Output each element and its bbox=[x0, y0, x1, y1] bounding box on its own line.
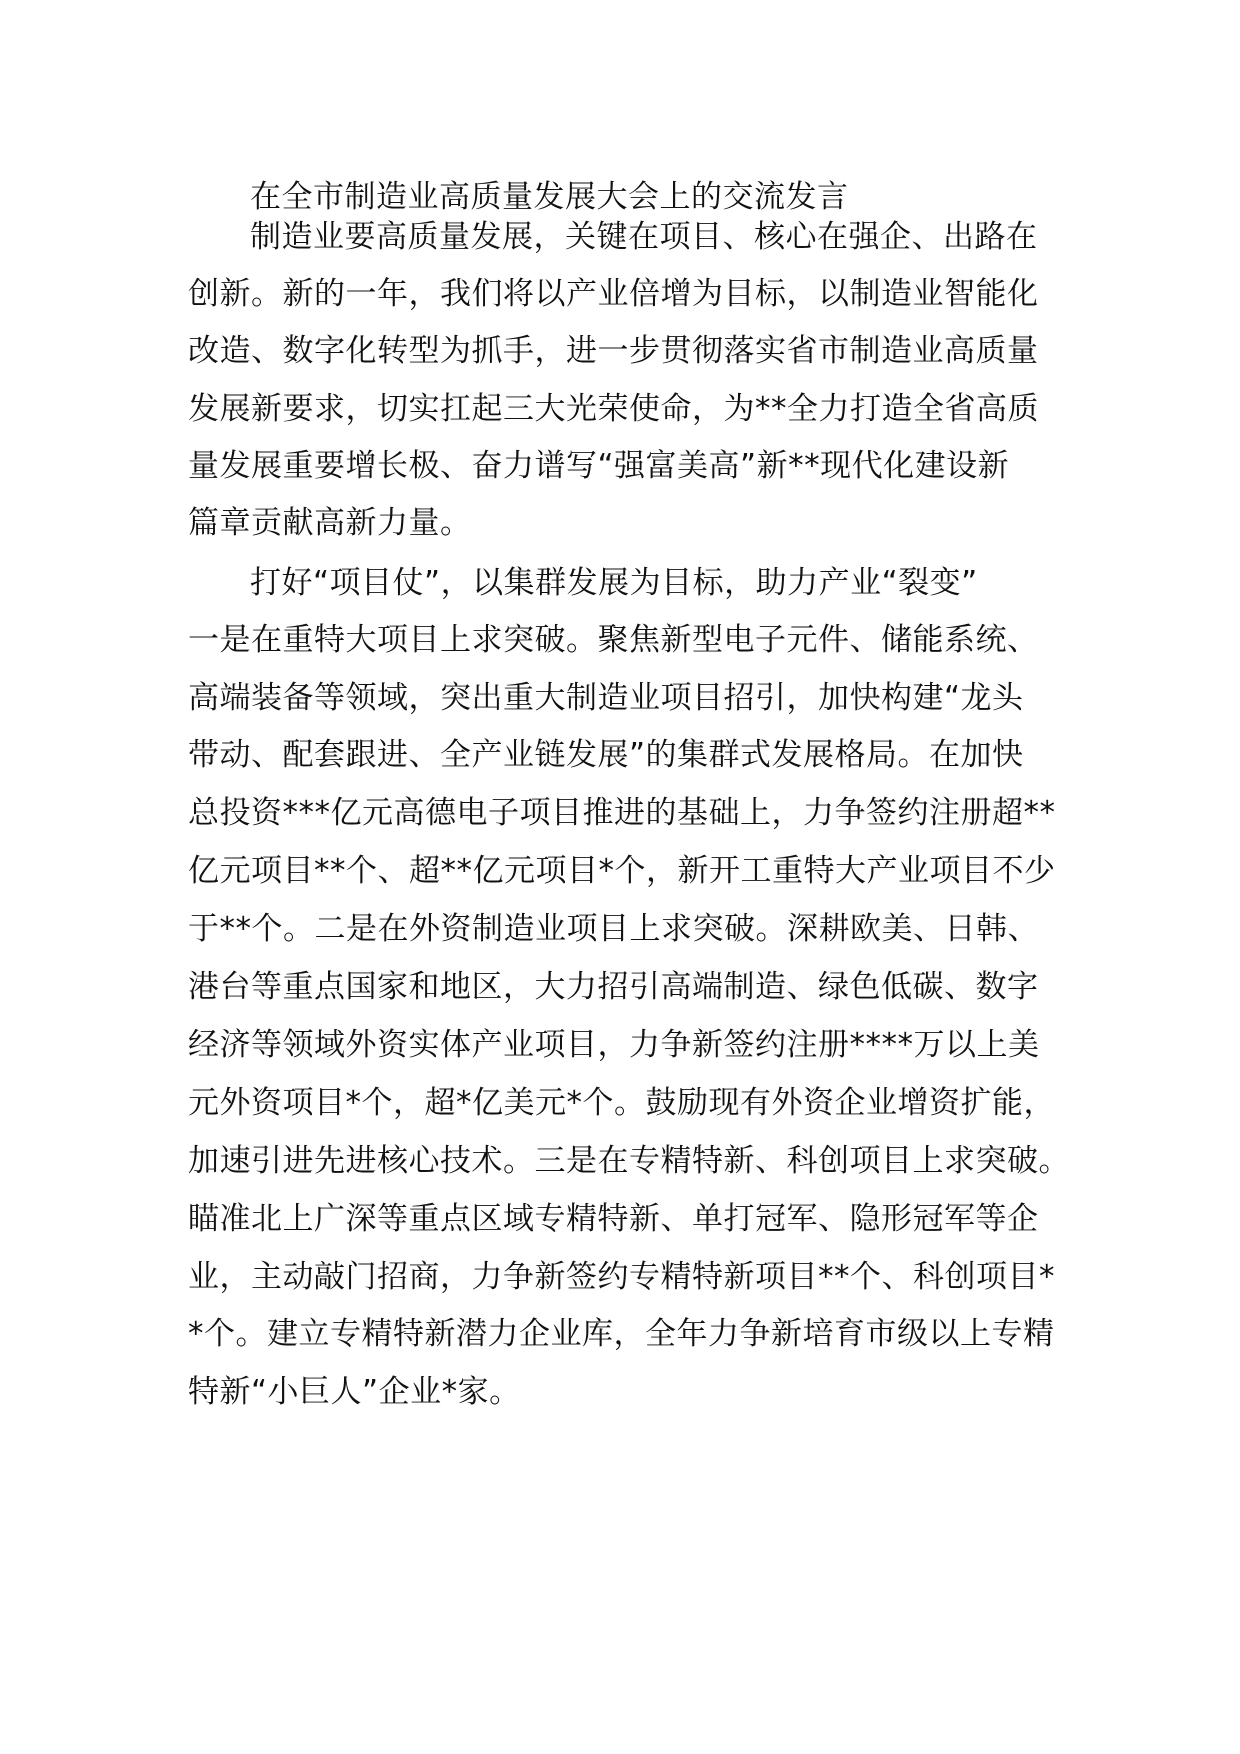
paragraph-line: 篇章贡献高新力量。 bbox=[188, 505, 472, 541]
paragraph-line: 特新“小巨人”企业*家。 bbox=[188, 1374, 521, 1410]
paragraph-line: 于**个。二是在外资制造业项目上求突破。深耕欧美、日韩、 bbox=[188, 911, 1039, 947]
paragraph-line: 一是在重特大项目上求突破。聚焦新型电子元件、储能系统、 bbox=[188, 622, 1039, 658]
paragraph-line: 高端装备等领域，突出重大制造业项目招引，加快构建“龙头 bbox=[188, 680, 1024, 716]
paragraph-line: 瞄准北上广深等重点区域专精特新、单打冠军、隐形冠军等企 bbox=[188, 1201, 1039, 1237]
paragraph-line: 业，主动敲门招商，力争新签约专精特新项目**个、科创项目* bbox=[188, 1259, 1055, 1295]
paragraph-line: 元外资项目*个，超*亿美元*个。鼓励现有外资企业增资扩能， bbox=[188, 1085, 1055, 1121]
paragraph-line: 加速引进先进核心技术。三是在专精特新、科创项目上求突破。 bbox=[188, 1143, 1070, 1179]
paragraph-line: 量发展重要增长极、奋力谱写“强富美高”新**现代化建设新 bbox=[188, 448, 1010, 484]
paragraph-line: 经济等领域外资实体产业项目，力争新签约注册****万以上美 bbox=[188, 1027, 1040, 1063]
paragraph-line: 亿元项目**个、超**亿元项目*个，新开工重特大产业项目不少 bbox=[188, 853, 1056, 889]
section-heading: 打好“项目仗”，以集群发展为目标，助力产业“裂变” bbox=[250, 565, 978, 601]
paragraph-line: 制造业要高质量发展，关键在项目、核心在强企、出路在 bbox=[250, 219, 1038, 255]
paragraph-line: 带动、配套跟进、全产业链发展”的集群式发展格局。在加快 bbox=[188, 737, 1024, 773]
paragraph-line: 总投资***亿元高德电子项目推进的基础上，力争签约注册超** bbox=[188, 795, 1056, 831]
paragraph-line: *个。建立专精特新潜力企业库，全年力争新培育市级以上专精 bbox=[188, 1316, 1055, 1352]
paragraph-line: 改造、数字化转型为抓手，进一步贯彻落实省市制造业高质量 bbox=[188, 333, 1039, 369]
paragraph-line: 港台等重点国家和地区，大力招引高端制造、绿色低碳、数字 bbox=[188, 969, 1039, 1005]
document-title: 在全市制造业高质量发展大会上的交流发言 bbox=[250, 179, 849, 215]
paragraph-line: 创新。新的一年，我们将以产业倍增为目标，以制造业智能化 bbox=[188, 276, 1039, 312]
paragraph-line: 发展新要求，切实扛起三大光荣使命，为**全力打造全省高质 bbox=[188, 391, 1039, 427]
